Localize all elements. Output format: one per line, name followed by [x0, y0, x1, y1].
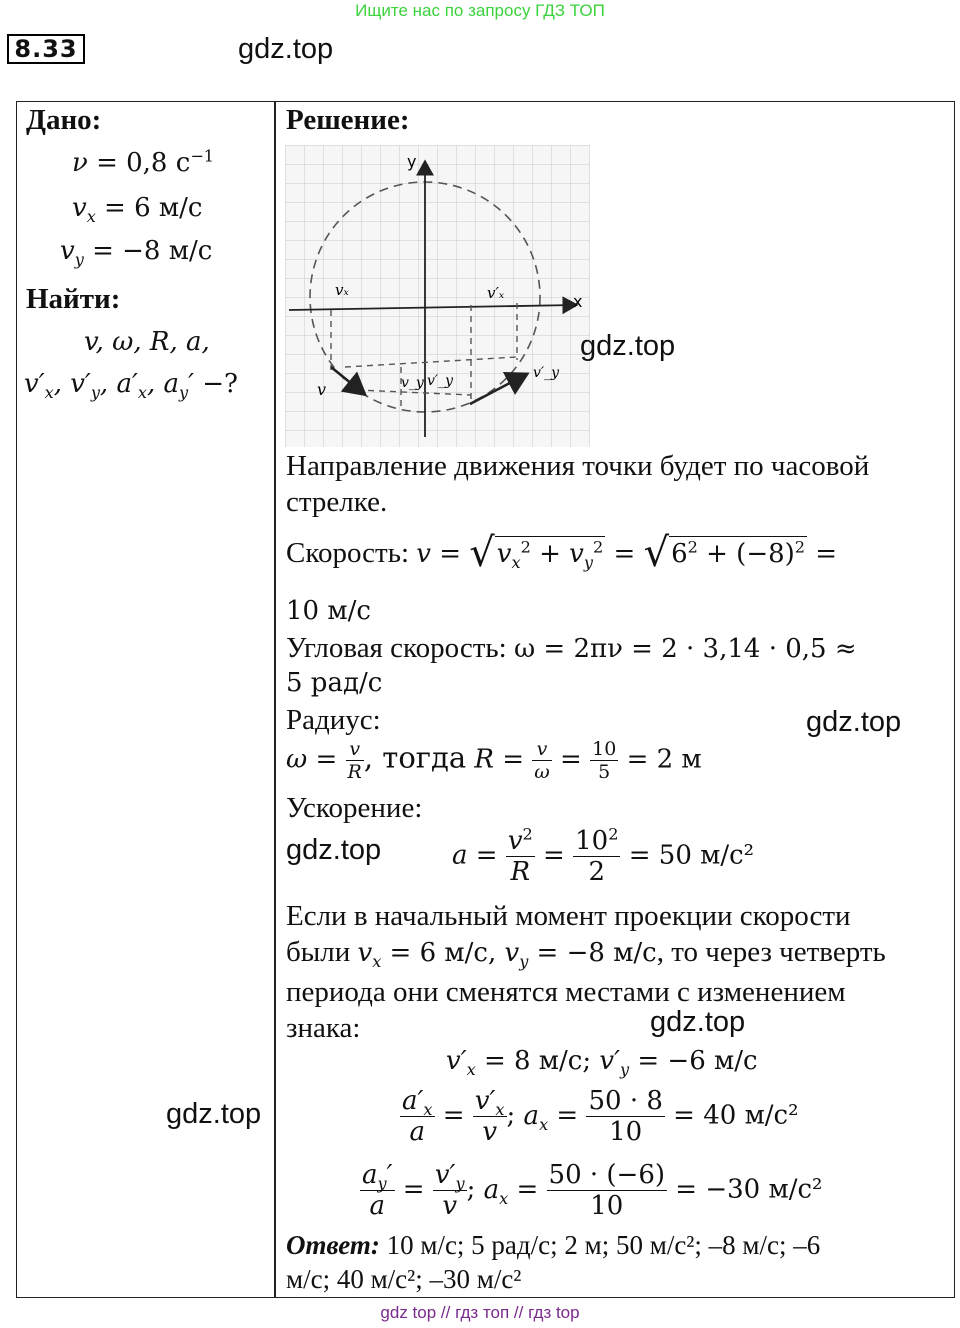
direction-line2: стрелке. — [286, 486, 388, 518]
watermark: gdz.top — [580, 330, 676, 362]
watermark: gdz.top — [286, 834, 382, 866]
speed-value: 10 м/с — [286, 596, 371, 626]
given-header: Дано: — [26, 104, 102, 136]
projection-line2: были $v_x = 6$ м/с, $v_y = -8$ м/с, то через четверть — [286, 936, 886, 972]
problem-number: 8.33 — [7, 34, 85, 64]
label-vy-prime-2: v′_y — [533, 365, 559, 381]
watermark: gdz.top — [650, 1006, 746, 1038]
given-vy: $v_y = -8$ м/с — [60, 236, 213, 270]
label-v: v — [317, 380, 327, 399]
new-projections: $v'_x = 8$ м/с; $v'_y = -6$ м/с — [446, 1046, 758, 1080]
answer-line2: м/с; 40 м/с²; –30 м/с² — [286, 1264, 522, 1294]
find-line2: $v'_x$, $v'_y$, $a'_x$, $a_y'$ −? — [24, 369, 238, 403]
radius-label: Радиус: — [286, 704, 381, 736]
answer-line1: Ответ: 10 м/с; 5 рад/с; 2 м; 50 м/с²; –8 м/с; –6 — [286, 1230, 821, 1260]
solution-header: Решение: — [286, 104, 410, 136]
watermark: gdz.top — [166, 1098, 262, 1130]
accel-label: Ускорение: — [286, 792, 423, 824]
find-line1: v, ω, R, a, — [84, 327, 210, 357]
angular-formula: ω = 2πν = 2 · 3,14 · 0,5 ≈ — [513, 634, 857, 664]
y-axis-label: y — [407, 152, 417, 171]
ay-formula: $\frac{a_y'}{a}$ = $\frac{v'_y}{v}$ ; $a_x$ = $\frac{50 \cdot (-6)}{10}$ = −30 м/с² — [362, 1160, 823, 1221]
speed-formula: Скорость: $v = √v_x^2 + v_y^2 = √6^2 + (-8)^2$ = — [286, 530, 838, 576]
grid-lines — [285, 145, 590, 447]
given-vx: $v_x = 6$ м/с — [72, 193, 203, 227]
label-vy: v_y — [401, 375, 424, 391]
projection-line4: знака: — [286, 1012, 361, 1044]
direction-line1: Направление движения точки будет по часовой — [286, 450, 870, 482]
angular-value: 5 рад/с — [286, 668, 383, 698]
circle-motion-figure — [285, 145, 590, 447]
watermark: gdz.top — [806, 706, 902, 738]
projection-line3: периода они сменятся местами с изменением — [286, 976, 846, 1008]
projection-line1: Если в начальный момент проекции скорости — [286, 900, 851, 932]
accel-formula: a = $\frac{v^2}{R}$ = $\frac{10^2}{2}$ = 50 м/с² — [452, 824, 755, 887]
label-vx-prime: v′ₓ — [487, 284, 505, 302]
column-divider — [274, 101, 276, 1298]
find-header: Найти: — [26, 283, 121, 315]
label-vy-prime: v′_y — [427, 373, 453, 389]
speed-label: Скорость: — [286, 537, 410, 569]
top-banner[interactable]: Ищите нас по запросу ГДЗ ТОП — [355, 1, 605, 20]
footer-links[interactable]: gdz top // гдз топ // гдз top — [380, 1303, 580, 1322]
label-vx: vₓ — [335, 281, 349, 299]
angular-speed — [286, 632, 857, 665]
watermark: gdz.top — [238, 33, 334, 65]
given-nu: ν = 0,8 $с^{-1}$ — [72, 146, 215, 178]
angular-label: Угловая скорость: — [286, 632, 507, 664]
radius-formula: ω = $\frac{v}{R}$ , тогда R = $\frac{v}{\omega}$ = $\frac{10}{5}$ = 2 м — [286, 738, 702, 783]
x-axis-label: x — [573, 292, 583, 311]
ax-formula: $\frac{a'_x}{a}$ = $\frac{v'_x}{v}$ ; $a_x$ = $\frac{50 \cdot 8}{10}$ = 40 м/с² — [402, 1086, 799, 1147]
answer-label: Ответ: — [286, 1230, 380, 1260]
